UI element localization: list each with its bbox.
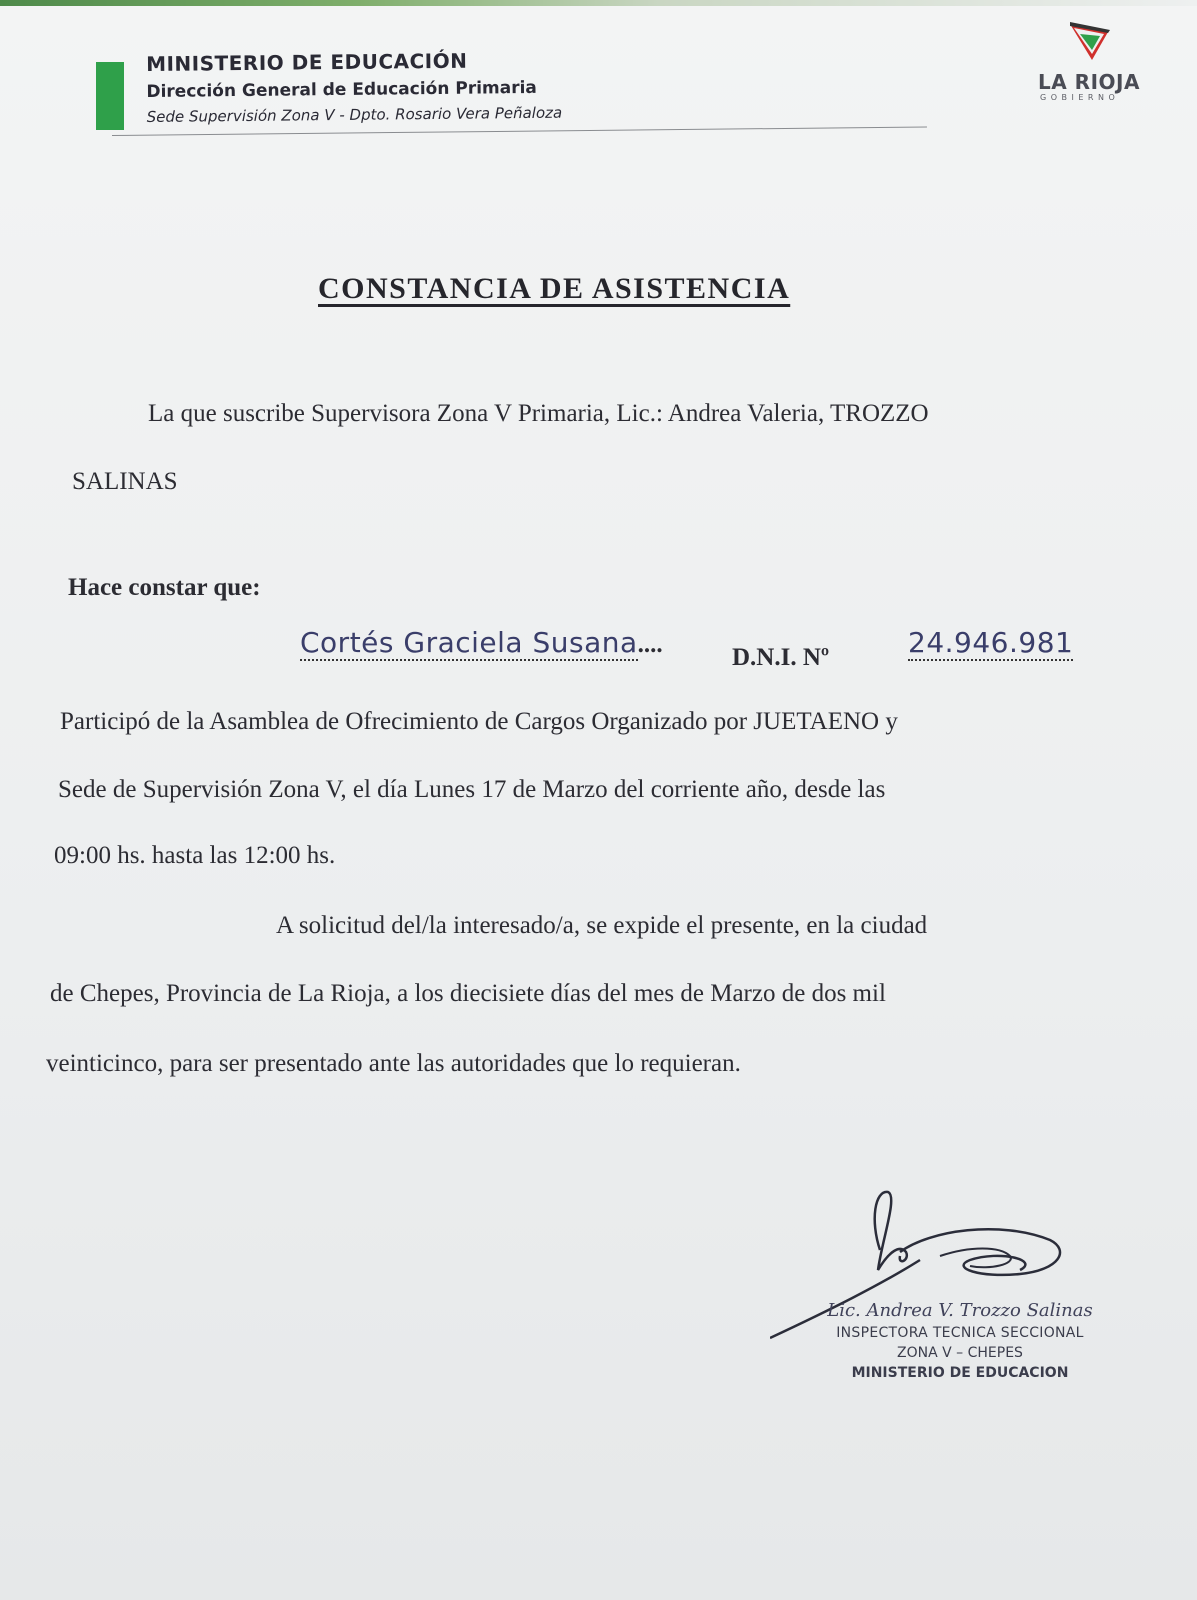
letterhead-sede: Sede Supervisión Zona V - Dpto. Rosario Vera Peñaloza [146, 103, 563, 126]
dni-number: 24.946.981 [908, 626, 1074, 659]
letterhead-ministry: MINISTERIO DE EDUCACIÓN [146, 48, 468, 76]
paragraph-1-line-1: Participó de la Asamblea de Ofrecimiento de Cargos Organizado por JUETAENO y [60, 708, 898, 735]
letterhead-direction: Dirección General de Educación Primaria [146, 77, 537, 102]
paragraph-2-line-1: A solicitud del/la interesado/a, se expide el presente, en la ciudad [276, 912, 928, 939]
page-top-edge [0, 0, 1197, 6]
stamp-zone: ZONA V – CHEPES [897, 1345, 1023, 1361]
logo-name: LA RIOJA [1038, 70, 1140, 94]
letterhead-divider [112, 126, 927, 136]
la-rioja-logo [1030, 20, 1160, 110]
name-dots: .... [637, 631, 663, 658]
document-title: CONSTANCIA DE ASISTENCIA [318, 272, 791, 305]
stamp-ministry: MINISTERIO DE EDUCACION [851, 1365, 1069, 1381]
declares-label: Hace constar que: [68, 574, 261, 601]
stamp-name: Lic. Andrea V. Trozzo Salinas [827, 1300, 1093, 1321]
paragraph-1-line-3: 09:00 hs. hasta las 12:00 hs. [54, 842, 336, 869]
la-rioja-logo-icon [1068, 20, 1114, 64]
letterhead [146, 48, 562, 126]
stamp-role: INSPECTORA TECNICA SECCIONAL [836, 1325, 1084, 1341]
person-row [300, 626, 663, 659]
header-green-bar [96, 62, 124, 130]
dni-row [908, 626, 1073, 659]
intro-line-2: SALINAS [72, 468, 178, 495]
person-name: Cortés Graciela Susana [300, 626, 638, 659]
signature-stamp [810, 1300, 1110, 1381]
paragraph-2-line-3: veinticinco, para ser presentado ante las autoridades que lo requieran. [46, 1050, 741, 1077]
dni-label: D.N.I. Nº [732, 644, 830, 671]
paragraph-1-line-2: Sede de Supervisión Zona V, el día Lunes 17 de Marzo del corriente año, desde las [58, 776, 886, 803]
paragraph-2-line-2: de Chepes, Provincia de La Rioja, a los diecisiete días del mes de Marzo de dos mil [50, 980, 886, 1007]
intro-line-1: La que suscribe Supervisora Zona V Primaria, Lic.: Andrea Valeria, TROZZO [148, 400, 929, 427]
logo-subtitle: GOBIERNO [1040, 93, 1120, 102]
